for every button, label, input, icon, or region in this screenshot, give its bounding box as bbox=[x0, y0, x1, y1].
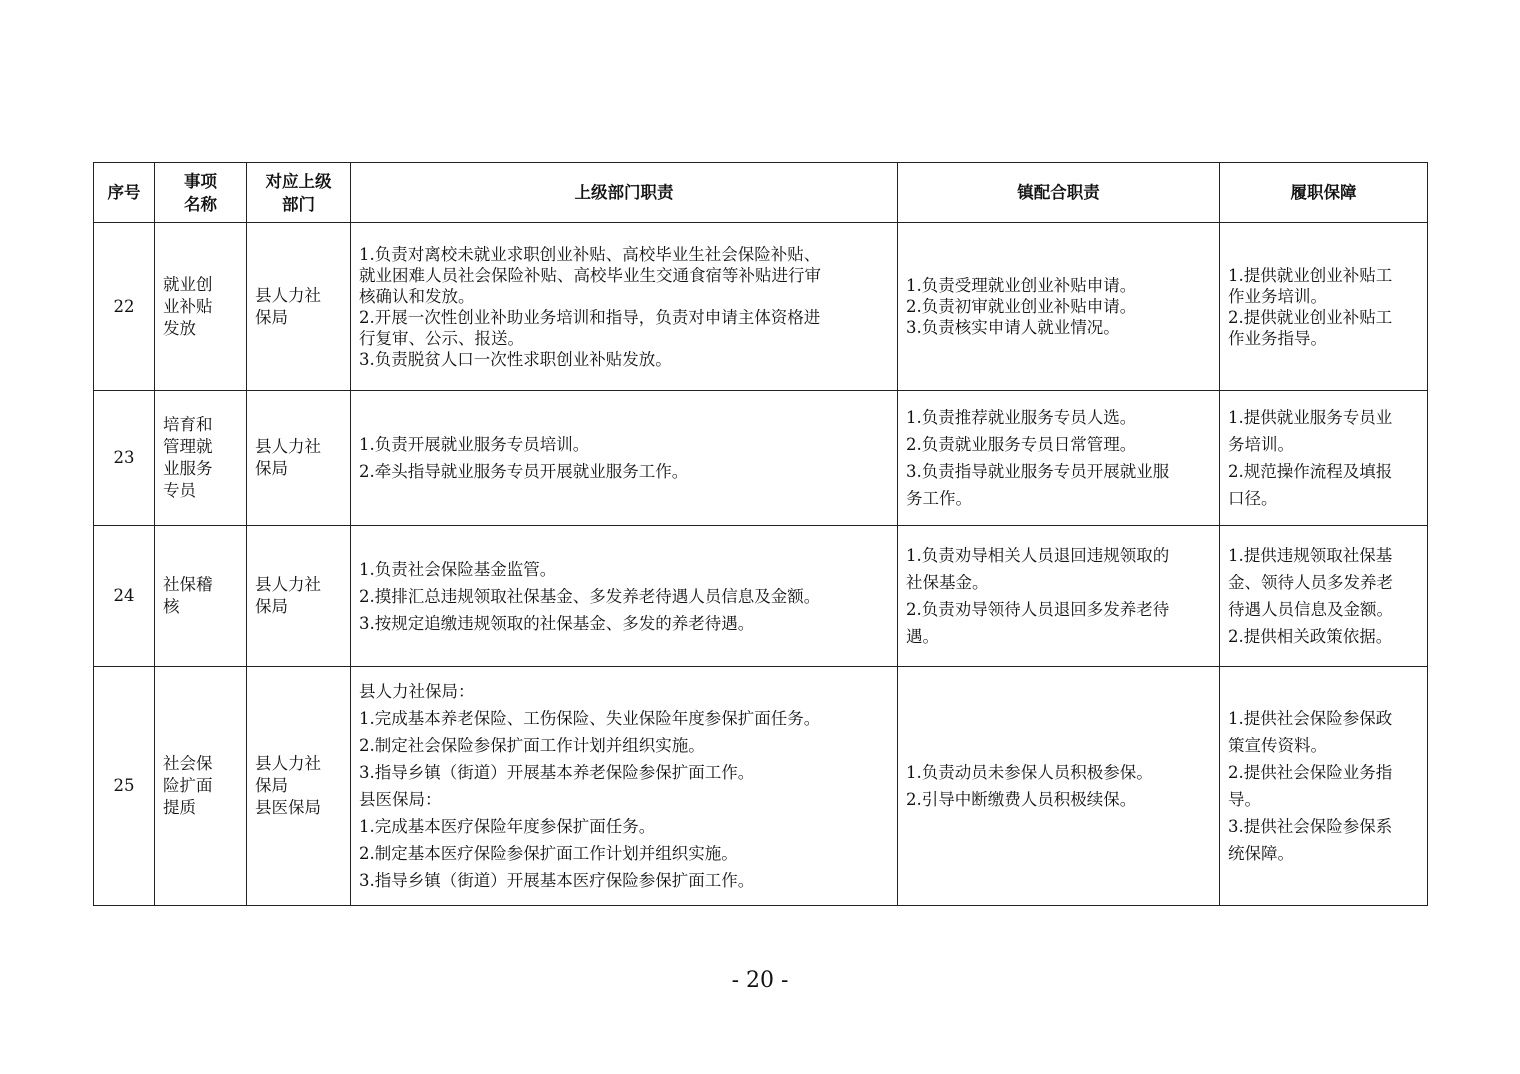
item-name-cell-line: 社保稽 bbox=[163, 575, 213, 594]
item-name-cell-line: 业补贴 bbox=[163, 296, 213, 316]
town-duty-cell-line: 社保基金。 bbox=[906, 573, 989, 592]
header-upper: 上级部门职责 bbox=[351, 163, 898, 223]
town-duty-cell-line: 3.负责指导就业服务专员开展就业服 bbox=[906, 462, 1170, 481]
guarantee-cell-line: 口径。 bbox=[1228, 489, 1278, 508]
upper-duty-cell-line: 1.负责开展就业服务专员培训。 bbox=[359, 435, 590, 454]
row-number-cell: 25 bbox=[94, 667, 155, 906]
town-duty-cell-line: 2.负责就业服务专员日常管理。 bbox=[906, 435, 1137, 454]
header-guarantee: 履职保障 bbox=[1220, 163, 1428, 223]
upper-duty-cell-line: 1.完成基本养老保险、工伤保险、失业保险年度参保扩面任务。 bbox=[359, 709, 821, 728]
guarantee-cell-line: 1.提供就业创业补贴工 bbox=[1228, 265, 1393, 285]
department-cell bbox=[247, 223, 351, 391]
guarantee-cell-line: 1.提供违规领取社保基 bbox=[1228, 546, 1393, 565]
item-name-cell bbox=[155, 667, 247, 906]
guarantee-cell bbox=[1220, 526, 1428, 667]
header-dept bbox=[247, 163, 351, 223]
guarantee-cell-line: 作业务指导。 bbox=[1228, 328, 1327, 348]
guarantee-cell-line: 待遇人员信息及金额。 bbox=[1228, 600, 1393, 619]
upper-duty-cell-line: 县医保局： bbox=[359, 790, 442, 809]
upper-duty-cell bbox=[351, 667, 898, 906]
upper-duty-cell-line: 核确认和发放。 bbox=[359, 286, 475, 306]
item-name-cell-line: 社会保 bbox=[163, 754, 213, 773]
upper-duty-cell-line: 3.指导乡镇（街道）开展基本医疗保险参保扩面工作。 bbox=[359, 871, 755, 890]
table-body bbox=[94, 223, 1428, 906]
upper-duty-cell-line: 1.负责社会保险基金监管。 bbox=[359, 559, 557, 579]
header-dept-line: 对应上级 bbox=[265, 171, 332, 191]
row-number-cell: 23 bbox=[94, 391, 155, 526]
guarantee-cell-line: 1.提供社会保险参保政 bbox=[1228, 709, 1393, 728]
upper-duty-cell bbox=[351, 223, 898, 391]
item-name-cell bbox=[155, 391, 247, 526]
item-name-cell-line: 提质 bbox=[163, 798, 196, 817]
department-cell-line: 县人力社 bbox=[255, 575, 321, 594]
department-cell-line: 县医保局 bbox=[255, 798, 321, 817]
item-name-cell-line: 管理就 bbox=[163, 437, 213, 456]
upper-duty-cell-line: 2.牵头指导就业服务专员开展就业服务工作。 bbox=[359, 462, 689, 481]
town-duty-cell-line: 1.负责劝导相关人员退回违规领取的 bbox=[906, 546, 1170, 565]
upper-duty-cell-line: 行复审、公示、报送。 bbox=[359, 328, 524, 348]
guarantee-cell-line: 2.提供相关政策依据。 bbox=[1228, 627, 1393, 646]
guarantee-cell-line: 金、领待人员多发养老 bbox=[1228, 573, 1393, 592]
table-row bbox=[94, 526, 1428, 667]
town-duty-cell-line: 遇。 bbox=[906, 627, 939, 646]
upper-duty-cell-line: 3.负责脱贫人口一次性求职创业补贴发放。 bbox=[359, 349, 672, 369]
guarantee-cell-line: 2.提供就业创业补贴工 bbox=[1228, 307, 1393, 327]
guarantee-cell bbox=[1220, 667, 1428, 906]
header-town: 镇配合职责 bbox=[898, 163, 1220, 223]
town-duty-cell-line: 1.负责动员未参保人员积极参保。 bbox=[906, 763, 1153, 782]
town-duty-cell bbox=[898, 526, 1220, 667]
upper-duty-cell-line: 3.按规定追缴违规领取的社保基金、多发的养老待遇。 bbox=[359, 613, 755, 633]
item-name-cell-line: 险扩面 bbox=[163, 776, 213, 795]
table-row bbox=[94, 223, 1428, 391]
town-duty-cell bbox=[898, 223, 1220, 391]
upper-duty-cell-line: 2.制定基本医疗保险参保扩面工作计划并组织实施。 bbox=[359, 844, 738, 863]
town-duty-cell bbox=[898, 667, 1220, 906]
guarantee-cell-line: 3.提供社会保险参保系 bbox=[1228, 817, 1393, 836]
upper-duty-cell-line: 1.负责对离校未就业求职创业补贴、高校毕业生社会保险补贴、 bbox=[359, 244, 821, 264]
town-duty-cell bbox=[898, 391, 1220, 526]
town-duty-cell-line: 务工作。 bbox=[906, 489, 972, 508]
header-name-line: 事项 bbox=[184, 171, 217, 191]
guarantee-cell-line: 策宣传资料。 bbox=[1228, 736, 1327, 755]
department-cell bbox=[247, 526, 351, 667]
upper-duty-cell-line: 就业困难人员社会保险补贴、高校毕业生交通食宿等补贴进行审 bbox=[359, 265, 821, 285]
guarantee-cell-line: 2.规范操作流程及填报 bbox=[1228, 462, 1393, 481]
item-name-cell-line: 业服务 bbox=[163, 459, 213, 478]
department-cell-line: 县人力社 bbox=[255, 437, 321, 456]
upper-duty-cell-line: 2.开展一次性创业补助业务培训和指导，负责对申请主体资格进 bbox=[359, 307, 821, 327]
upper-duty-cell bbox=[351, 391, 898, 526]
guarantee-cell-line: 务培训。 bbox=[1228, 435, 1294, 454]
department-cell-line: 保局 bbox=[255, 307, 288, 327]
item-name-cell-line: 核 bbox=[163, 597, 180, 616]
town-duty-cell-line: 1.负责受理就业创业补贴申请。 bbox=[906, 276, 1137, 295]
department-cell bbox=[247, 391, 351, 526]
department-cell-line: 县人力社 bbox=[255, 285, 321, 305]
town-duty-cell-line: 2.负责初审就业创业补贴申请。 bbox=[906, 297, 1137, 316]
upper-duty-cell-line: 2.制定社会保险参保扩面工作计划并组织实施。 bbox=[359, 736, 705, 755]
header-name bbox=[155, 163, 247, 223]
guarantee-cell-line: 统保障。 bbox=[1228, 844, 1294, 863]
item-name-cell bbox=[155, 526, 247, 667]
duty-table bbox=[93, 162, 1428, 906]
town-duty-cell-line: 1.负责推荐就业服务专员人选。 bbox=[906, 408, 1137, 427]
guarantee-cell-line: 1.提供就业服务专员业 bbox=[1228, 408, 1393, 427]
item-name-cell-line: 发放 bbox=[163, 318, 196, 338]
header-dept-line: 部门 bbox=[282, 194, 315, 214]
guarantee-cell bbox=[1220, 391, 1428, 526]
department-cell-line: 县人力社 bbox=[255, 754, 321, 773]
upper-duty-cell-line: 1.完成基本医疗保险年度参保扩面任务。 bbox=[359, 817, 656, 836]
item-name-cell bbox=[155, 223, 247, 391]
town-duty-cell-line: 2.引导中断缴费人员积极续保。 bbox=[906, 790, 1137, 809]
row-number-cell: 24 bbox=[94, 526, 155, 667]
department-cell bbox=[247, 667, 351, 906]
guarantee-cell-line: 2.提供社会保险业务指 bbox=[1228, 763, 1393, 782]
item-name-cell-line: 培育和 bbox=[163, 415, 213, 434]
upper-duty-cell bbox=[351, 526, 898, 667]
header-num: 序号 bbox=[94, 163, 155, 223]
upper-duty-cell-line: 2.摸排汇总违规领取社保基金、多发养老待遇人员信息及金额。 bbox=[359, 586, 821, 606]
table-row bbox=[94, 667, 1428, 906]
table-header-row bbox=[94, 163, 1428, 223]
department-cell-line: 保局 bbox=[255, 776, 288, 795]
department-cell-line: 保局 bbox=[255, 459, 288, 478]
guarantee-cell bbox=[1220, 223, 1428, 391]
page-number: - 20 - bbox=[731, 968, 789, 993]
upper-duty-cell-line: 县人力社保局： bbox=[359, 682, 475, 701]
item-name-cell-line: 专员 bbox=[163, 481, 196, 500]
department-cell-line: 保局 bbox=[255, 597, 288, 616]
guarantee-cell-line: 导。 bbox=[1228, 790, 1261, 809]
item-name-cell-line: 就业创 bbox=[163, 274, 213, 294]
header-name-line: 名称 bbox=[184, 194, 217, 214]
row-number-cell: 22 bbox=[94, 223, 155, 391]
town-duty-cell-line: 2.负责劝导领待人员退回多发养老待 bbox=[906, 600, 1170, 619]
table-row bbox=[94, 391, 1428, 526]
guarantee-cell-line: 作业务培训。 bbox=[1228, 286, 1327, 306]
upper-duty-cell-line: 3.指导乡镇（街道）开展基本养老保险参保扩面工作。 bbox=[359, 763, 755, 782]
town-duty-cell-line: 3.负责核实申请人就业情况。 bbox=[906, 318, 1120, 337]
